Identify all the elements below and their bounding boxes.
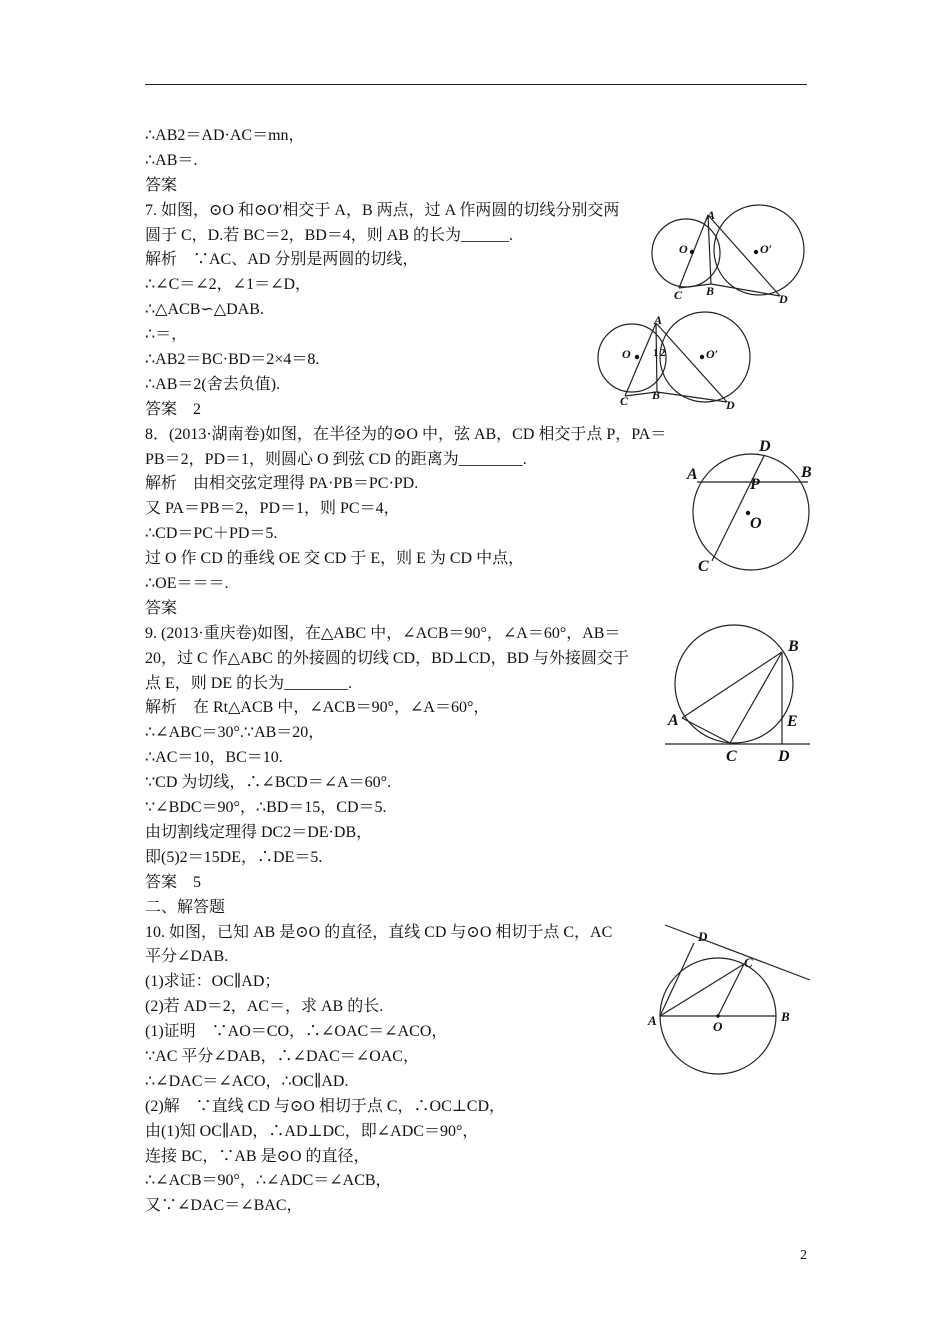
text-line: 解析 在 Rt△ACB 中，∠ACB＝90°，∠A＝60°，	[145, 699, 490, 717]
text-line: ∴OE＝＝＝.	[145, 575, 229, 593]
label-d: D	[779, 292, 788, 306]
label-c: C	[620, 394, 629, 408]
label-a: A	[654, 313, 663, 327]
label-d: D	[778, 748, 790, 765]
label-e: E	[787, 713, 798, 730]
text-line: ∴∠ACB＝90°，∴∠ADC＝∠ACB，	[145, 1172, 392, 1190]
label-a: A	[648, 1013, 657, 1028]
figure-9-tangent-circle	[660, 620, 816, 766]
label-c: C	[674, 288, 683, 302]
text-line: 解析 ∵AC、AD 分别是两圆的切线，	[145, 251, 419, 269]
text-line: ∵AC 平分∠DAB，∴∠DAC＝∠OAC，	[145, 1047, 419, 1065]
text-line: ∴AB＝.	[145, 151, 198, 169]
answer-label: 答案	[145, 599, 178, 617]
text-line: ∴∠C＝∠2，∠1＝∠D，	[145, 276, 312, 294]
text-line: 由切割线定理得 DC2＝DE·DB，	[145, 823, 373, 841]
label-o-prime: O′	[706, 347, 719, 361]
text-line: (2)解 ∵直线 CD 与⊙O 相切于点 C，∴OC⊥CD，	[145, 1097, 506, 1115]
label-c: C	[726, 748, 737, 765]
label-b: B	[781, 1009, 790, 1024]
label-p: P	[750, 476, 760, 493]
text-line: 又∵∠DAC＝∠BAC，	[145, 1197, 303, 1215]
section-heading: 二、解答题	[145, 898, 226, 916]
text-line: ∴AB2＝BC·BD＝2×4＝8.	[145, 351, 320, 369]
text-line: 又 PA＝PB＝2，PD＝1，则 PC＝4，	[145, 500, 400, 518]
label-d: D	[726, 398, 735, 412]
answer-label: 答案 5	[145, 873, 202, 891]
text-line: (1)求证：OC∥AD；	[145, 973, 281, 991]
problem-7-statement: 圆于 C，D.若 BC＝2，BD＝4，则 AB 的长为______.	[145, 226, 514, 244]
label-b: B	[706, 284, 715, 298]
problem-10-statement: 平分∠DAB.	[145, 948, 229, 966]
text-line: ∴＝，	[145, 326, 188, 344]
text-line: ∵CD 为切线，∴∠BCD＝∠A＝60°.	[145, 774, 392, 792]
angle-label-1: 1	[653, 347, 659, 359]
problem-9-statement: 9. (2013·重庆卷)如图，在△ABC 中，∠ACB＝90°，∠A＝60°，AB＝	[145, 624, 621, 642]
label-o: O	[679, 242, 688, 256]
document-body	[145, 124, 665, 1219]
label-c: C	[698, 558, 709, 575]
text-line: ∵∠BDC＝90°，∴BD＝15，CD＝5.	[145, 799, 387, 817]
label-o: O	[622, 347, 631, 361]
angle-label-2: 2	[660, 347, 666, 359]
problem-8-statement: PB＝2，PD＝1，则圆心 O 到弦 CD 的距离为________.	[145, 450, 527, 468]
label-c: C	[744, 955, 753, 970]
label-d: D	[759, 438, 771, 455]
problem-8-statement: 8．(2013·湖南卷)如图，在半径为的⊙O 中，弦 AB，CD 相交于点 P，PA＝	[145, 425, 667, 443]
text-line: 解析 由相交弦定理得 PA·PB＝PC·PD.	[145, 475, 419, 493]
text-line: ∴∠ABC＝30°.∵AB＝20，	[145, 724, 325, 742]
text-line: (2)若 AD＝2，AC＝，求 AB 的长.	[145, 998, 384, 1016]
header-rule	[145, 84, 807, 85]
text-line: 即(5)2＝15DE，∴DE＝5.	[145, 848, 323, 866]
label-o-prime: O′	[760, 242, 773, 256]
label-a: A	[707, 208, 716, 222]
label-a: A	[668, 712, 679, 729]
text-line: ∴△ACB∽△DAB.	[145, 301, 264, 319]
figure-7b-intersecting-circles	[592, 310, 756, 414]
figure-10-diameter-tangent	[644, 920, 814, 1082]
problem-10-statement: 10. 如图，已知 AB 是⊙O 的直径，直线 CD 与⊙O 相切于点 C，AC	[145, 923, 613, 941]
text-line: 由(1)知 OC∥AD，∴AD⊥DC，即∠ADC＝90°，	[145, 1122, 479, 1140]
label-b: B	[652, 388, 661, 402]
problem-9-statement: 20，过 C 作△ABC 的外接圆的切线 CD，BD⊥CD，BD 与外接圆交于	[145, 649, 629, 667]
problem-7-statement: 7. 如图，⊙O 和⊙O′相交于 A，B 两点，过 A 作两圆的切线分别交两	[145, 201, 620, 219]
label-d: D	[698, 929, 708, 944]
label-o: O	[713, 1019, 723, 1034]
label-o: O	[750, 515, 762, 532]
text-line: 连接 BC，∵AB 是⊙O 的直径，	[145, 1147, 370, 1165]
answer-label: 答案	[145, 176, 178, 194]
text-line: ∴CD＝PC＋PD＝5.	[145, 525, 278, 543]
answer-label: 答案 2	[145, 400, 202, 418]
text-line: ∴∠DAC＝∠ACO，∴OC∥AD.	[145, 1072, 349, 1090]
text-line: ∴AB＝2(舍去负值).	[145, 375, 281, 393]
text-line: ∴AC＝10，BC＝10.	[145, 749, 283, 767]
problem-9-statement: 点 E，则 DE 的长为________.	[145, 674, 353, 692]
label-b: B	[801, 464, 812, 481]
text-line: (1)证明 ∵AO＝CO，∴∠OAC＝∠ACO，	[145, 1023, 448, 1041]
label-a: A	[687, 466, 698, 483]
text-line: 过 O 作 CD 的垂线 OE 交 CD 于 E，则 E 为 CD 中点，	[145, 550, 525, 568]
figure-8-intersecting-chords	[682, 432, 816, 576]
figure-7a-intersecting-circles	[648, 202, 810, 306]
page-number: 2	[800, 1248, 807, 1263]
label-b: B	[788, 638, 799, 655]
text-line: ∴AB2＝AD·AC＝mn，	[145, 127, 305, 144]
